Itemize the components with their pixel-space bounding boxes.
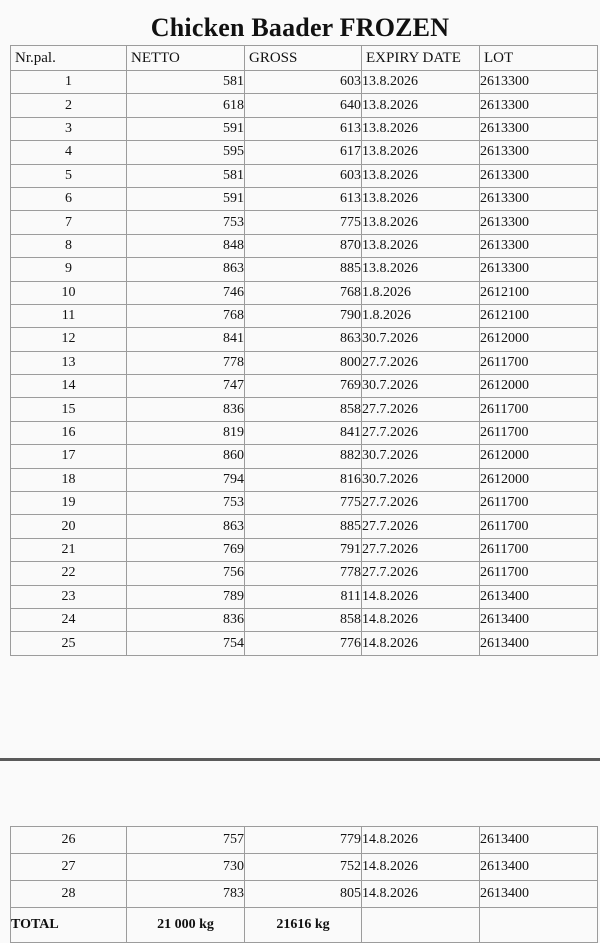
expiry-date-cell: 13.8.2026 <box>362 211 480 234</box>
total-empty-cell <box>362 908 480 943</box>
gross-cell: 778 <box>245 562 362 585</box>
total-empty-cell <box>480 908 598 943</box>
netto-cell: 783 <box>127 881 245 908</box>
pallet-number-cell: 24 <box>11 608 127 631</box>
table-row <box>11 375 598 398</box>
gross-cell: 870 <box>245 234 362 257</box>
expiry-date-cell: 13.8.2026 <box>362 164 480 187</box>
table-row <box>11 515 598 538</box>
table-header-row <box>11 46 598 71</box>
pallet-number-cell: 16 <box>11 421 127 444</box>
expiry-date-cell: 14.8.2026 <box>362 608 480 631</box>
lot-cell: 2613300 <box>480 71 598 94</box>
gross-cell: 858 <box>245 398 362 421</box>
table-row <box>11 445 598 468</box>
lot-cell: 2613300 <box>480 187 598 210</box>
pallet-number-cell: 23 <box>11 585 127 608</box>
expiry-date-cell: 1.8.2026 <box>362 281 480 304</box>
total-row <box>11 908 598 943</box>
pallet-number-cell: 13 <box>11 351 127 374</box>
gross-cell: 603 <box>245 71 362 94</box>
expiry-date-cell: 13.8.2026 <box>362 141 480 164</box>
lot-cell: 2611700 <box>480 421 598 444</box>
pallet-number-cell: 12 <box>11 328 127 351</box>
gross-cell: 811 <box>245 585 362 608</box>
netto-cell: 581 <box>127 164 245 187</box>
gross-cell: 776 <box>245 632 362 655</box>
expiry-date-cell: 14.8.2026 <box>362 854 480 881</box>
lot-cell: 2611700 <box>480 492 598 515</box>
gross-cell: 858 <box>245 608 362 631</box>
table-row <box>11 187 598 210</box>
lot-cell: 2612000 <box>480 328 598 351</box>
expiry-date-cell: 13.8.2026 <box>362 71 480 94</box>
netto-cell: 794 <box>127 468 245 491</box>
total-label: TOTAL <box>11 908 127 943</box>
netto-cell: 778 <box>127 351 245 374</box>
expiry-date-cell: 27.7.2026 <box>362 492 480 515</box>
netto-cell: 836 <box>127 398 245 421</box>
netto-cell: 591 <box>127 187 245 210</box>
gross-cell: 885 <box>245 515 362 538</box>
expiry-date-cell: 13.8.2026 <box>362 187 480 210</box>
netto-cell: 819 <box>127 421 245 444</box>
pallet-number-cell: 6 <box>11 187 127 210</box>
pallet-number-cell: 22 <box>11 562 127 585</box>
netto-cell: 769 <box>127 538 245 561</box>
gross-cell: 640 <box>245 94 362 117</box>
gross-cell: 769 <box>245 375 362 398</box>
table-row <box>11 468 598 491</box>
table-row <box>11 164 598 187</box>
netto-cell: 789 <box>127 585 245 608</box>
lot-cell: 2613400 <box>480 632 598 655</box>
pallet-number-cell: 20 <box>11 515 127 538</box>
expiry-date-cell: 30.7.2026 <box>362 375 480 398</box>
expiry-date-cell: 13.8.2026 <box>362 94 480 117</box>
pallet-number-cell: 1 <box>11 71 127 94</box>
gross-cell: 800 <box>245 351 362 374</box>
pallet-number-cell: 18 <box>11 468 127 491</box>
netto-cell: 753 <box>127 211 245 234</box>
expiry-date-cell: 14.8.2026 <box>362 632 480 655</box>
gross-cell: 882 <box>245 445 362 468</box>
lot-cell: 2613400 <box>480 881 598 908</box>
lot-cell: 2613300 <box>480 141 598 164</box>
table-row <box>11 117 598 140</box>
table-row <box>11 304 598 327</box>
continuation-table-body <box>11 827 598 908</box>
gross-cell: 752 <box>245 854 362 881</box>
lot-cell: 2613400 <box>480 585 598 608</box>
pallet-table <box>10 45 598 656</box>
netto-cell: 860 <box>127 445 245 468</box>
pallet-number-cell: 21 <box>11 538 127 561</box>
pallet-number-cell: 9 <box>11 258 127 281</box>
lot-cell: 2611700 <box>480 398 598 421</box>
expiry-date-cell: 27.7.2026 <box>362 421 480 444</box>
lot-cell: 2613400 <box>480 608 598 631</box>
netto-cell: 581 <box>127 71 245 94</box>
gross-cell: 617 <box>245 141 362 164</box>
lot-cell: 2611700 <box>480 351 598 374</box>
expiry-date-cell: 27.7.2026 <box>362 538 480 561</box>
table-row <box>11 281 598 304</box>
document-title: Chicken Baader FROZEN <box>150 13 450 42</box>
lot-cell: 2613300 <box>480 211 598 234</box>
expiry-date-cell: 27.7.2026 <box>362 351 480 374</box>
table-row <box>11 94 598 117</box>
gross-cell: 775 <box>245 492 362 515</box>
gross-cell: 768 <box>245 281 362 304</box>
netto-cell: 757 <box>127 827 245 854</box>
gross-cell: 603 <box>245 164 362 187</box>
table-row <box>11 421 598 444</box>
pallet-number-cell: 26 <box>11 827 127 854</box>
pallet-number-cell: 8 <box>11 234 127 257</box>
gross-cell: 816 <box>245 468 362 491</box>
pallet-number-cell: 19 <box>11 492 127 515</box>
expiry-date-cell: 14.8.2026 <box>362 585 480 608</box>
expiry-date-cell: 30.7.2026 <box>362 468 480 491</box>
gross-cell: 841 <box>245 421 362 444</box>
lot-cell: 2613400 <box>480 854 598 881</box>
lot-cell: 2613300 <box>480 117 598 140</box>
table-row <box>11 608 598 631</box>
lot-cell: 2613300 <box>480 164 598 187</box>
lot-cell: 2613300 <box>480 94 598 117</box>
header-netto: NETTO <box>127 46 245 71</box>
expiry-date-cell: 13.8.2026 <box>362 234 480 257</box>
lot-cell: 2613300 <box>480 234 598 257</box>
table-row <box>11 632 598 655</box>
lot-cell: 2611700 <box>480 515 598 538</box>
pallet-number-cell: 2 <box>11 94 127 117</box>
netto-cell: 863 <box>127 258 245 281</box>
header-lot: LOT <box>480 46 598 71</box>
table-row <box>11 492 598 515</box>
lot-cell: 2612000 <box>480 375 598 398</box>
lot-cell: 2612000 <box>480 445 598 468</box>
expiry-date-cell: 30.7.2026 <box>362 328 480 351</box>
total-gross: 21616 kg <box>245 908 362 943</box>
lot-cell: 2611700 <box>480 562 598 585</box>
pallet-number-cell: 14 <box>11 375 127 398</box>
lot-cell: 2613300 <box>480 258 598 281</box>
table-row <box>11 211 598 234</box>
expiry-date-cell: 27.7.2026 <box>362 515 480 538</box>
netto-cell: 754 <box>127 632 245 655</box>
gross-cell: 613 <box>245 117 362 140</box>
netto-cell: 595 <box>127 141 245 164</box>
table-row <box>11 827 598 854</box>
expiry-date-cell: 13.8.2026 <box>362 117 480 140</box>
pallet-number-cell: 3 <box>11 117 127 140</box>
pallet-table-body <box>11 71 598 656</box>
pallet-number-cell: 4 <box>11 141 127 164</box>
table-row <box>11 258 598 281</box>
table-row <box>11 71 598 94</box>
pallet-number-cell: 15 <box>11 398 127 421</box>
lot-cell: 2612100 <box>480 304 598 327</box>
header-gross: GROSS <box>245 46 362 71</box>
header-pallet-number: Nr.pal. <box>11 46 127 71</box>
pallet-number-cell: 17 <box>11 445 127 468</box>
table-row <box>11 328 598 351</box>
table-row <box>11 234 598 257</box>
netto-cell: 747 <box>127 375 245 398</box>
pallet-number-cell: 5 <box>11 164 127 187</box>
gross-cell: 613 <box>245 187 362 210</box>
table-row <box>11 562 598 585</box>
gross-cell: 790 <box>245 304 362 327</box>
netto-cell: 746 <box>127 281 245 304</box>
lot-cell: 2611700 <box>480 538 598 561</box>
pallet-number-cell: 11 <box>11 304 127 327</box>
table-row <box>11 854 598 881</box>
table-row <box>11 585 598 608</box>
gross-cell: 863 <box>245 328 362 351</box>
expiry-date-cell: 27.7.2026 <box>362 398 480 421</box>
expiry-date-cell: 14.8.2026 <box>362 827 480 854</box>
lot-cell: 2612000 <box>480 468 598 491</box>
gross-cell: 779 <box>245 827 362 854</box>
table-row <box>11 141 598 164</box>
pallet-number-cell: 27 <box>11 854 127 881</box>
table-row <box>11 398 598 421</box>
table-row <box>11 538 598 561</box>
pallet-number-cell: 10 <box>11 281 127 304</box>
netto-cell: 618 <box>127 94 245 117</box>
total-netto: 21 000 kg <box>127 908 245 943</box>
pallet-number-cell: 28 <box>11 881 127 908</box>
lot-cell: 2613400 <box>480 827 598 854</box>
lot-cell: 2612100 <box>480 281 598 304</box>
header-expiry-date: EXPIRY DATE <box>362 46 480 71</box>
netto-cell: 753 <box>127 492 245 515</box>
netto-cell: 863 <box>127 515 245 538</box>
gross-cell: 885 <box>245 258 362 281</box>
table-row <box>11 881 598 908</box>
pallet-table-continuation <box>10 826 598 943</box>
gross-cell: 805 <box>245 881 362 908</box>
expiry-date-cell: 27.7.2026 <box>362 562 480 585</box>
page-separator-line <box>0 758 600 761</box>
pallet-number-cell: 7 <box>11 211 127 234</box>
netto-cell: 730 <box>127 854 245 881</box>
expiry-date-cell: 13.8.2026 <box>362 258 480 281</box>
table-row <box>11 351 598 374</box>
expiry-date-cell: 14.8.2026 <box>362 881 480 908</box>
netto-cell: 591 <box>127 117 245 140</box>
netto-cell: 756 <box>127 562 245 585</box>
netto-cell: 768 <box>127 304 245 327</box>
expiry-date-cell: 30.7.2026 <box>362 445 480 468</box>
netto-cell: 841 <box>127 328 245 351</box>
expiry-date-cell: 1.8.2026 <box>362 304 480 327</box>
netto-cell: 848 <box>127 234 245 257</box>
gross-cell: 791 <box>245 538 362 561</box>
netto-cell: 836 <box>127 608 245 631</box>
gross-cell: 775 <box>245 211 362 234</box>
pallet-number-cell: 25 <box>11 632 127 655</box>
